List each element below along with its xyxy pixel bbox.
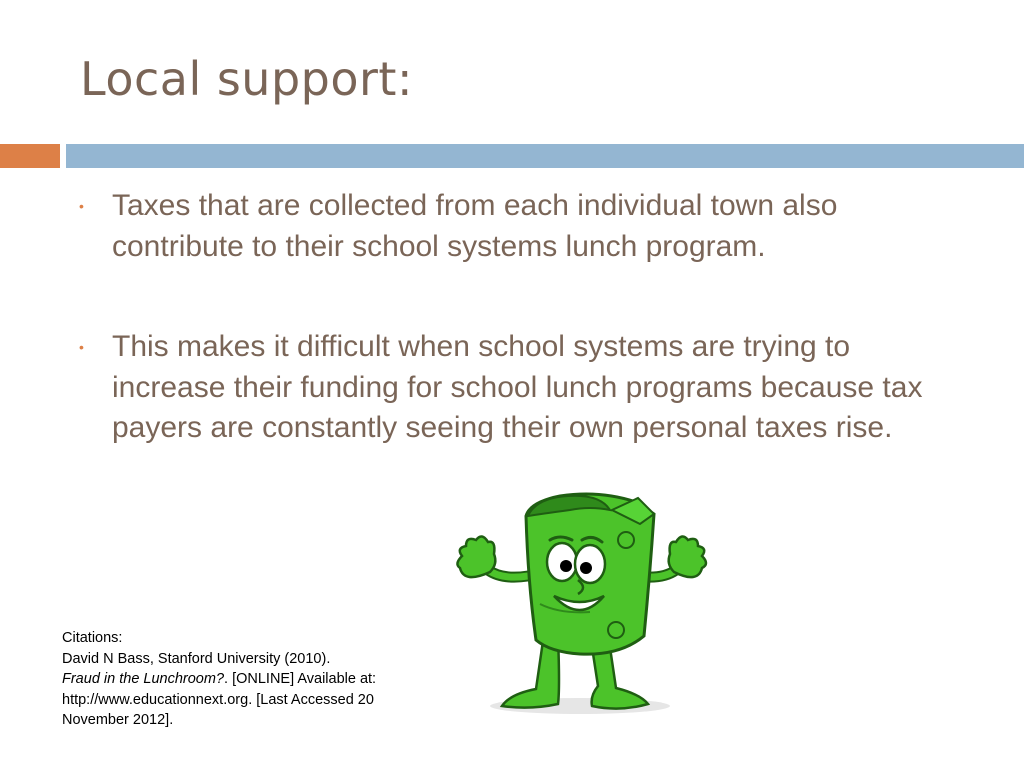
- money-roll-mascot-image: [440, 484, 720, 720]
- bullet-marker: •: [79, 339, 84, 355]
- citations-block: [62, 628, 417, 731]
- bullet-text: This makes it difficult when school systems are trying to increase their funding for school lunch programs because tax payers are constantly seeing their own personal taxes rise.: [112, 330, 923, 444]
- bullet-marker: •: [79, 198, 84, 214]
- citation-details: . [ONLINE] Available at: http://www.educationnext.org. [Last Accessed 20 November 2012].: [62, 671, 377, 728]
- bullet-list: [74, 186, 964, 509]
- bullet-text: Taxes that are collected from each individual town also contribute to their school systems lunch program.: [112, 189, 838, 263]
- citation-author: David N Bass, Stanford University (2010).: [62, 650, 331, 667]
- citation-work-title: Fraud in the Lunchroom?: [62, 671, 225, 687]
- bullet-item: [74, 186, 964, 267]
- citation-entry: [62, 649, 417, 731]
- citations-heading: Citations:: [62, 630, 123, 646]
- bullet-item: [74, 327, 964, 449]
- slide-title: Local support:: [80, 52, 413, 106]
- accent-bar-blue: [66, 144, 1024, 168]
- accent-bar-orange: [0, 144, 60, 168]
